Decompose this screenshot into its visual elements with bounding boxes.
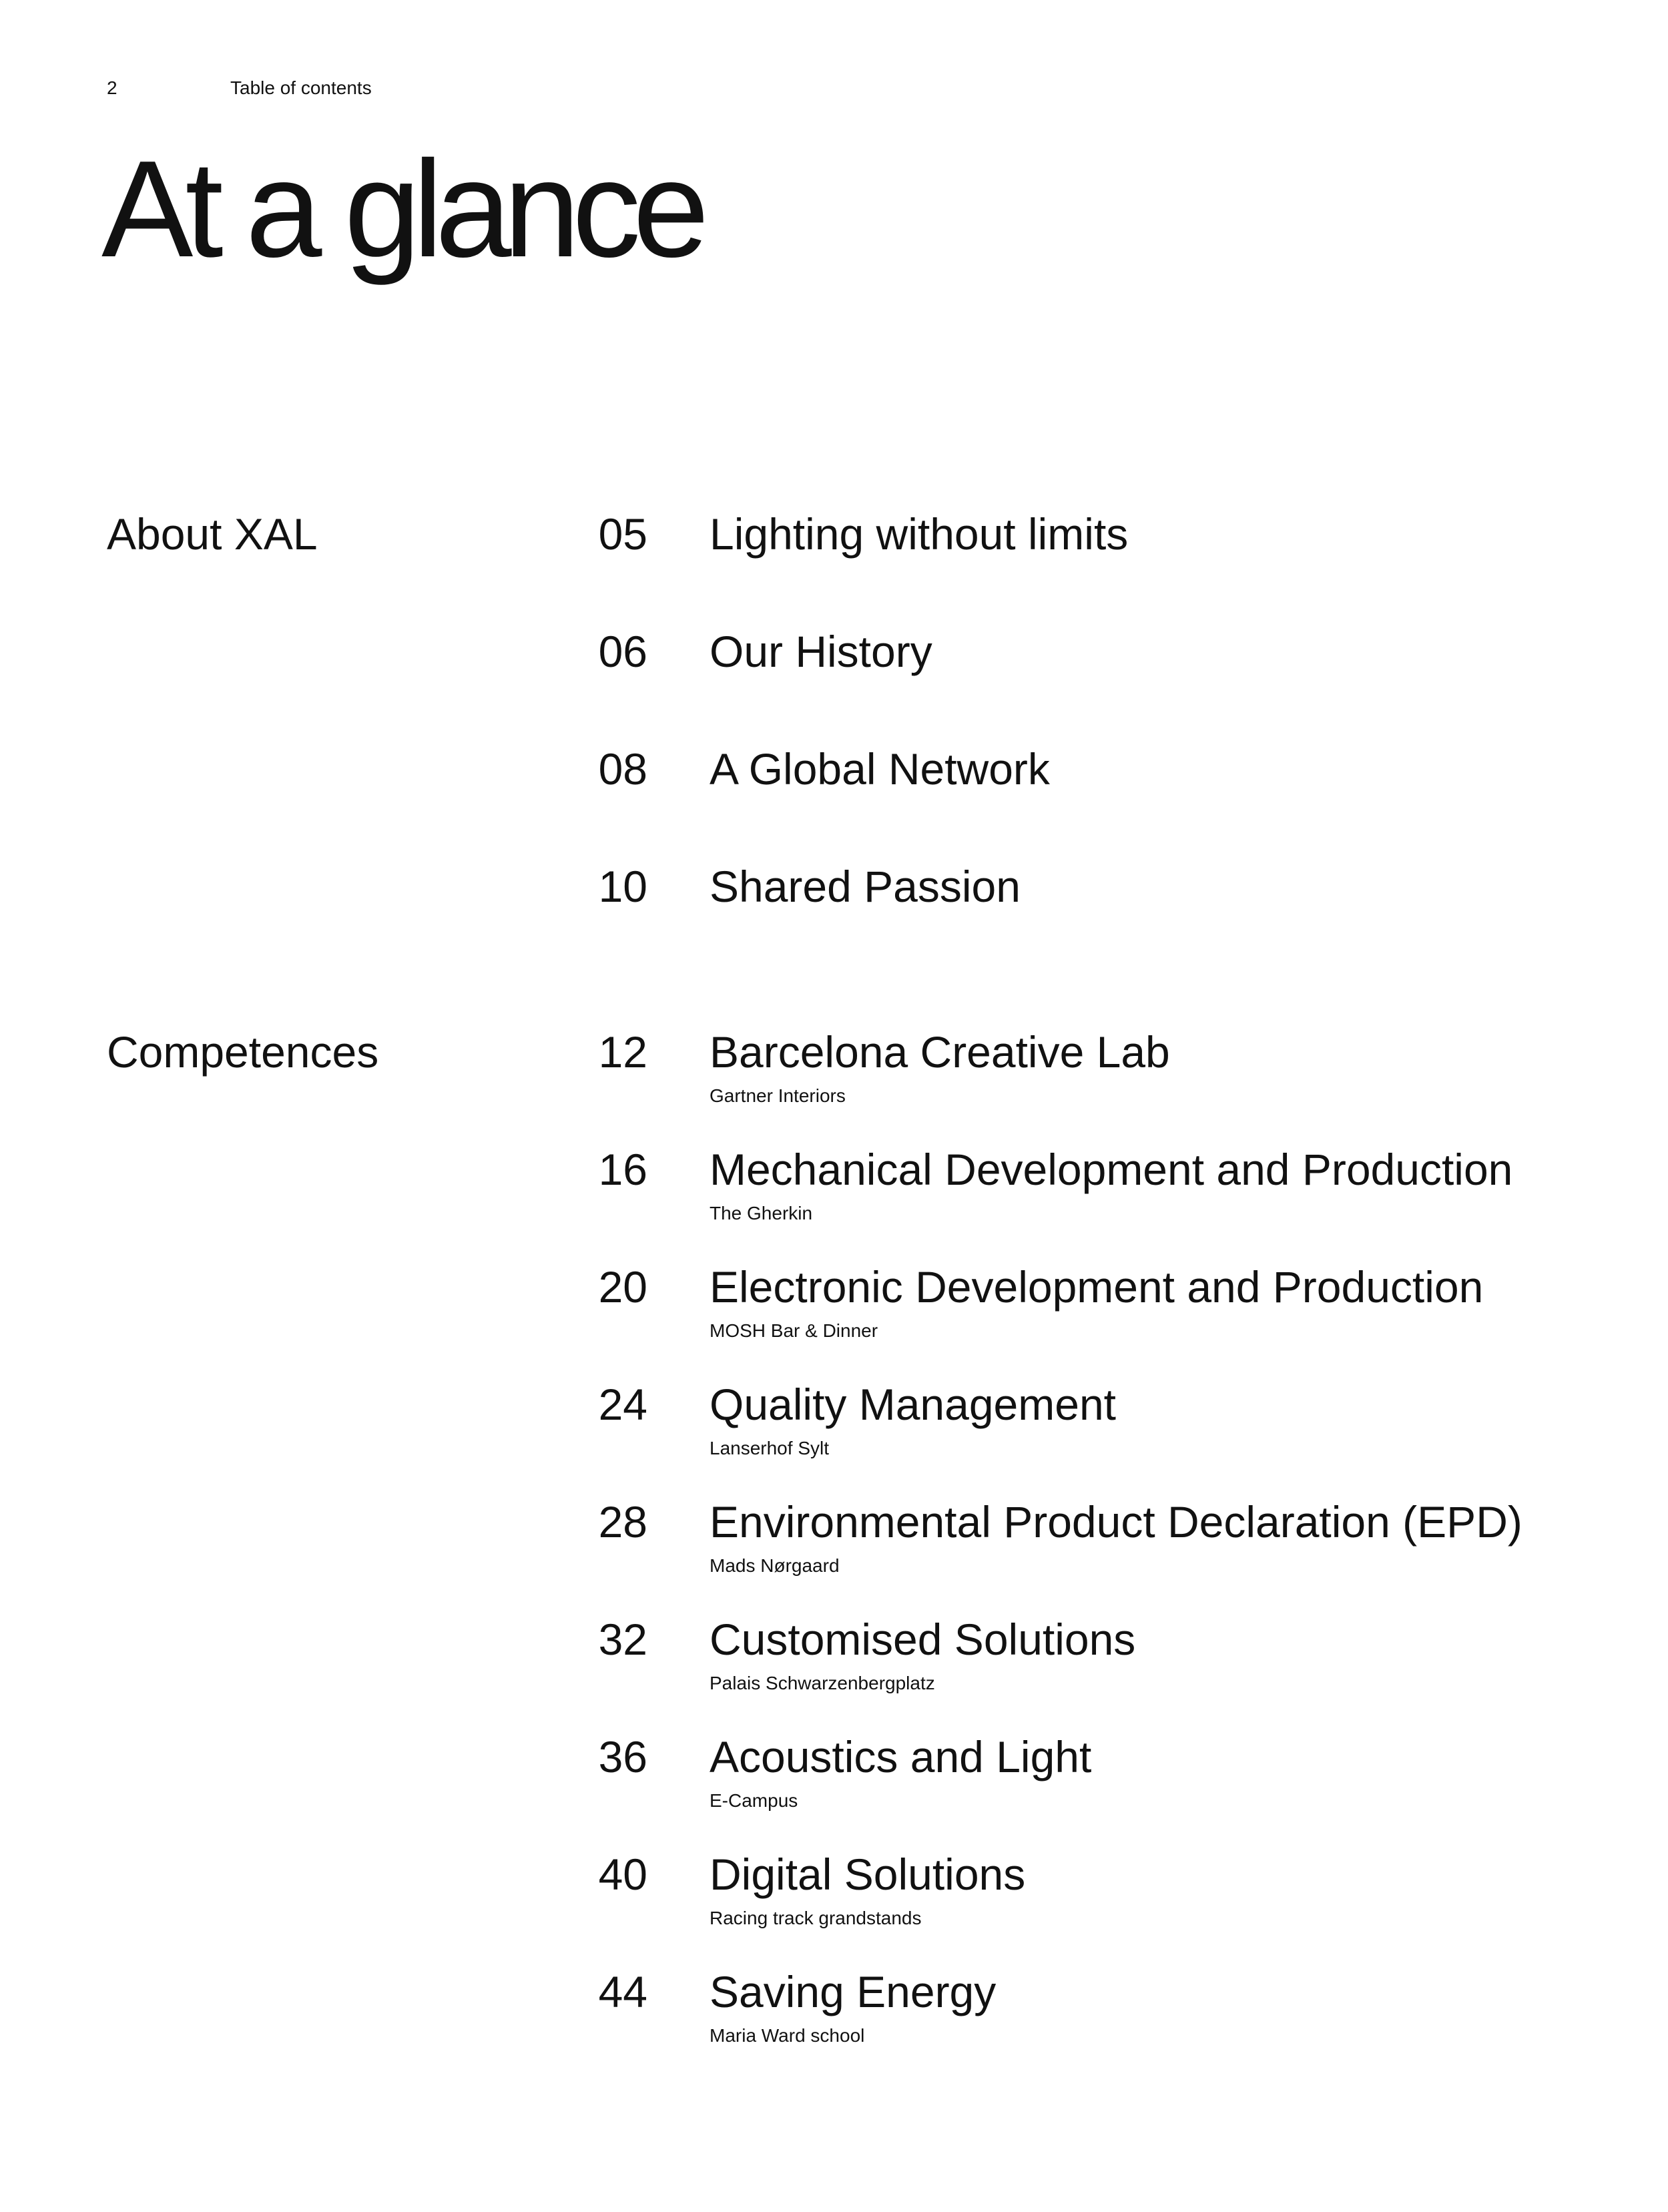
toc-entry-title: Acoustics and Light: [710, 1732, 1092, 1781]
toc-page-number: 44: [598, 1967, 647, 2016]
toc-page-number: 40: [598, 1850, 647, 1899]
toc-entry-title: Customised Solutions: [710, 1615, 1136, 1664]
toc-page-number: 32: [598, 1615, 647, 1664]
toc-entry-project: MOSH Bar & Dinner: [710, 1320, 878, 1341]
toc-entry-title: Barcelona Creative Lab: [710, 1027, 1170, 1077]
toc-entry-title: Electronic Development and Production: [710, 1262, 1484, 1312]
toc-entry-title: Mechanical Development and Production: [710, 1145, 1513, 1194]
toc-entry-project: Maria Ward school: [710, 2025, 865, 2046]
toc-entry-title: Quality Management: [710, 1380, 1116, 1429]
toc-page-number: 16: [598, 1145, 647, 1194]
page-title: At a glance: [101, 132, 702, 286]
toc-entry-project: Lanserhof Sylt: [710, 1438, 829, 1458]
toc-page-number: 28: [598, 1497, 647, 1547]
toc-entry-title: Saving Energy: [710, 1967, 997, 2016]
toc-page-number: 24: [598, 1380, 647, 1429]
toc-entry-title: Environmental Product Declaration (EPD): [710, 1497, 1522, 1547]
toc-entry-title: Shared Passion: [710, 862, 1021, 911]
toc-page-number: 10: [598, 862, 647, 911]
toc-entry-project: Racing track grandstands: [710, 1908, 922, 1928]
toc-entry-title: Digital Solutions: [710, 1850, 1026, 1899]
toc-page-number: 05: [598, 509, 647, 559]
toc-page-number: 36: [598, 1732, 647, 1781]
toc-page-number: 06: [598, 627, 647, 676]
toc-entry-project: The Gherkin: [710, 1203, 813, 1223]
toc-entry-project: Mads Nørgaard: [710, 1555, 840, 1576]
toc-entry-project: E-Campus: [710, 1790, 798, 1811]
toc-entry-project: Palais Schwarzenbergplatz: [710, 1673, 935, 1693]
toc-entry-title: Our History: [710, 627, 932, 676]
toc-page-number: 12: [598, 1027, 647, 1077]
toc-entry-project: Gartner Interiors: [710, 1085, 846, 1106]
toc-entry-title: A Global Network: [710, 744, 1050, 794]
toc-page-number: 20: [598, 1262, 647, 1312]
page-number: 2: [107, 77, 117, 98]
toc-page-number: 08: [598, 744, 647, 794]
toc-section-label: Competences: [107, 1027, 379, 1077]
toc-entry-title: Lighting without limits: [710, 509, 1129, 559]
running-section-title: Table of contents: [230, 77, 372, 98]
toc-section-label: About XAL: [107, 509, 318, 559]
